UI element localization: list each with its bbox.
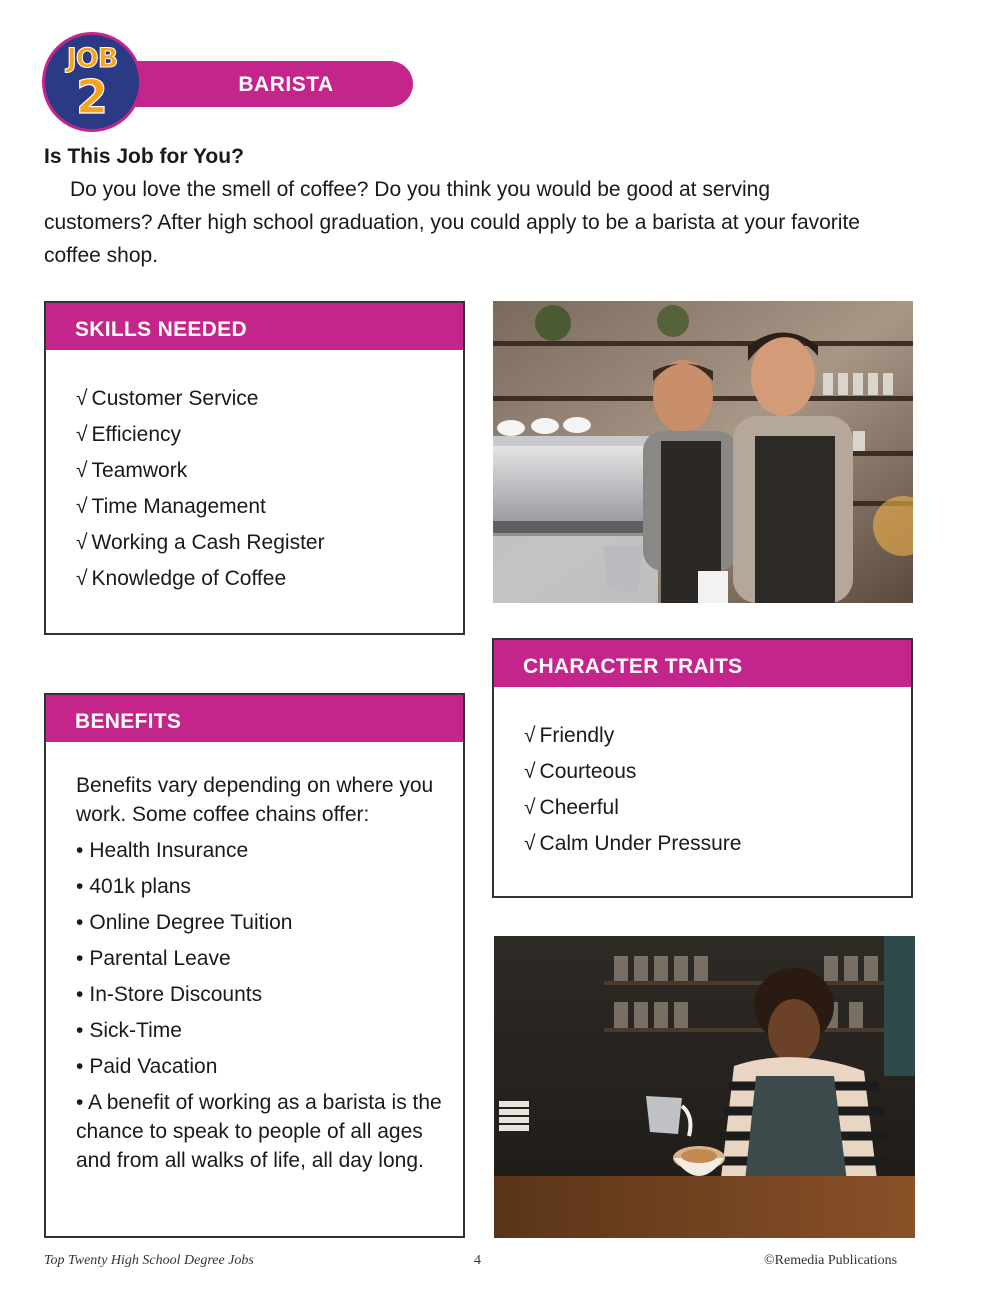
skills-needed-header: SKILLS NEEDED — [46, 303, 463, 350]
benefits-closing-text: A benefit of working as a barista is the chance to speak to people of all ages and from all walks of life, all day long. — [76, 1091, 442, 1172]
job-badge-word: JOB — [66, 43, 118, 74]
benefit-item: • Paid Vacation — [76, 1049, 451, 1085]
benefits-box — [44, 693, 465, 1238]
benefit-item: • Sick-Time — [76, 1013, 451, 1049]
footer-book-title: Top Twenty High School Degree Jobs — [44, 1253, 254, 1268]
job-number-badge — [42, 32, 142, 132]
footer-publisher: ©Remedia Publications — [764, 1253, 898, 1268]
character-traits-box — [492, 638, 913, 898]
trait-item: √ Courteous — [524, 754, 741, 790]
benefit-item: • Health Insurance — [76, 833, 451, 869]
skills-needed-box — [44, 301, 465, 635]
latte-art-photo — [494, 936, 915, 1238]
trait-item: √ Cheerful — [524, 790, 741, 826]
job-badge-number: 2 — [75, 70, 108, 124]
skill-item: √ Time Management — [76, 489, 325, 525]
skill-item: √ Working a Cash Register — [76, 525, 325, 561]
skills-list — [76, 381, 325, 597]
traits-list — [524, 718, 741, 862]
benefits-list — [76, 833, 451, 1085]
benefit-item: • Online Degree Tuition — [76, 905, 451, 941]
job-title-banner — [118, 61, 413, 107]
baristas-photo — [493, 301, 913, 603]
character-traits-header: CHARACTER TRAITS — [494, 640, 911, 687]
intro-paragraph: Do you love the smell of coffee? Do you think you would be good at serving customers? After high school graduation, you could apply to be a barista at your favorite coffee shop. — [44, 178, 860, 267]
footer-page-number: 4 — [474, 1253, 481, 1268]
benefits-body — [76, 771, 451, 1175]
benefit-item: • 401k plans — [76, 869, 451, 905]
trait-item: √ Calm Under Pressure — [524, 826, 741, 862]
skill-item: √ Efficiency — [76, 417, 325, 453]
skill-item: √ Customer Service — [76, 381, 325, 417]
skill-item: √ Knowledge of Coffee — [76, 561, 325, 597]
benefits-intro: Benefits vary depending on where you work. Some coffee chains offer: — [76, 774, 434, 826]
job-title: BARISTA — [238, 73, 334, 96]
benefit-item: • Parental Leave — [76, 941, 451, 977]
benefit-item: • In-Store Discounts — [76, 977, 451, 1013]
trait-item: √ Friendly — [524, 718, 741, 754]
skill-item: √ Teamwork — [76, 453, 325, 489]
intro-heading: Is This Job for You? — [44, 145, 244, 168]
benefits-header: BENEFITS — [46, 695, 463, 742]
benefits-closing: • A benefit of working as a barista is the chance to speak to people of all ages and from all walks of life, all day long. — [76, 1091, 442, 1172]
